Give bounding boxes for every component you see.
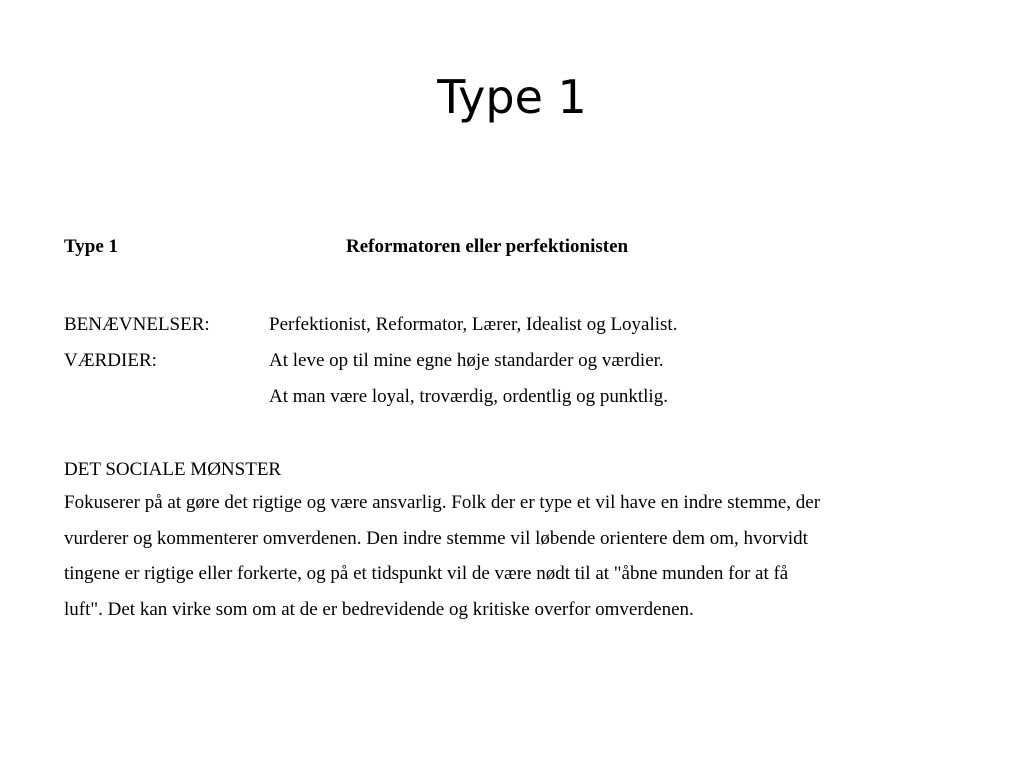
field-label: VÆRDIER:: [64, 350, 157, 371]
field-row-vaerdier: [64, 343, 964, 379]
document-type-label: Type 1: [64, 236, 119, 257]
field-row-vaerdier-continued: [64, 379, 964, 415]
document-excerpt: [64, 236, 964, 627]
document-subtitle: Reformatoren eller perfektionisten: [346, 236, 629, 257]
slide-title: Type 1: [437, 70, 587, 124]
section-line: luft". Det kan virke som om at de er bedrevidende og kritiske overfor omverdenen.: [64, 598, 694, 620]
section-heading: DET SOCIALE MØNSTER: [64, 459, 282, 480]
spacer: [64, 266, 964, 307]
section-line: vurderer og kommenterer omverdenen. Den indre stemme vil løbende orientere dem om, hvorvidt: [64, 527, 808, 549]
document-header: [64, 236, 964, 266]
section-line: tingene er rigtige eller forkerte, og på et tidspunkt vil de være nødt til at "åbne munden for at få: [64, 563, 789, 584]
section-line: Fokuserer på at gøre det rigtige og være ansvarlig. Folk der er type et vil have en indre stemme, der: [64, 492, 821, 513]
field-value: At man være loyal, troværdig, ordentlig og punktlig.: [269, 386, 668, 407]
spacer: [64, 415, 964, 455]
field-value: Perfektionist, Reformator, Lærer, Idealist og Loyalist.: [269, 314, 678, 335]
field-row-benaevnelser: [64, 307, 964, 343]
field-label: BENÆVNELSER:: [64, 314, 210, 335]
section-body: [64, 485, 964, 627]
field-value: At leve op til mine egne høje standarder og værdier.: [269, 350, 664, 371]
